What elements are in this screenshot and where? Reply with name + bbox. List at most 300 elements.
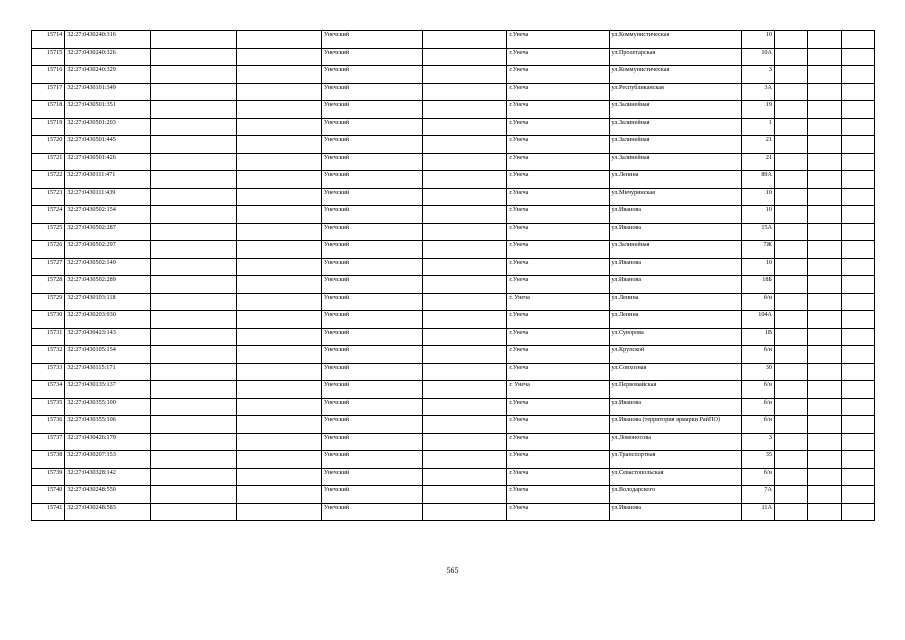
empty-cell [808, 171, 841, 189]
street-cell: ул.Ленина [609, 171, 741, 189]
district-cell: Унечский [321, 31, 422, 49]
empty-cell [808, 451, 841, 469]
house-number-cell: 21 [741, 153, 774, 171]
empty-cell [774, 258, 807, 276]
empty-cell [774, 363, 807, 381]
empty-cell [237, 276, 321, 294]
row-number-cell: 15720 [32, 136, 65, 154]
district-cell: Унечский [321, 451, 422, 469]
house-number-cell: 7Ж [741, 241, 774, 259]
empty-cell [237, 293, 321, 311]
empty-cell [841, 276, 874, 294]
empty-cell [150, 223, 237, 241]
empty-cell [237, 66, 321, 84]
empty-cell [150, 83, 237, 101]
row-number-cell: 15741 [32, 503, 65, 521]
district-cell: Унечский [321, 136, 422, 154]
street-cell: ул.Залинейная [609, 153, 741, 171]
table-row [32, 311, 875, 329]
cadastral-number-cell: 32:27:0430355:100 [65, 398, 151, 416]
cadastral-number-cell: 32:27:0430101:349 [65, 83, 151, 101]
empty-cell [150, 136, 237, 154]
empty-cell [422, 451, 506, 469]
cadastral-number-cell: 32:27:0430240:326 [65, 48, 151, 66]
city-cell: г.Унеча [507, 153, 609, 171]
street-cell: ул.Иванова [609, 276, 741, 294]
empty-cell [422, 258, 506, 276]
empty-cell [808, 328, 841, 346]
district-cell: Унечский [321, 276, 422, 294]
row-number-cell: 15725 [32, 223, 65, 241]
empty-cell [150, 398, 237, 416]
empty-cell [808, 118, 841, 136]
empty-cell [237, 451, 321, 469]
empty-cell [841, 136, 874, 154]
cadastral-number-cell: 32:27:0430203:930 [65, 311, 151, 329]
empty-cell [237, 258, 321, 276]
house-number-cell: б/н [741, 398, 774, 416]
row-number-cell: 15727 [32, 258, 65, 276]
row-number-cell: 15715 [32, 48, 65, 66]
empty-cell [422, 503, 506, 521]
table-row [32, 503, 875, 521]
empty-cell [237, 468, 321, 486]
empty-cell [237, 136, 321, 154]
city-cell: г.Унеча [507, 416, 609, 434]
empty-cell [237, 171, 321, 189]
street-cell: ул.Пролетарская [609, 48, 741, 66]
empty-cell [150, 381, 237, 399]
row-number-cell: 15718 [32, 101, 65, 119]
city-cell: г.Унеча [507, 258, 609, 276]
cadastral-number-cell: 32:27:0430105:154 [65, 346, 151, 364]
house-number-cell: 15А [741, 223, 774, 241]
row-number-cell: 15735 [32, 398, 65, 416]
empty-cell [774, 503, 807, 521]
empty-cell [841, 101, 874, 119]
street-cell: ул.Коммунистическая [609, 31, 741, 49]
cadastral-number-cell: 32:27:0430502:149 [65, 258, 151, 276]
city-cell: г.Унеча [507, 451, 609, 469]
empty-cell [841, 48, 874, 66]
cadastral-number-cell: 32:27:0430426:179 [65, 433, 151, 451]
house-number-cell: б/н [741, 416, 774, 434]
district-cell: Унечский [321, 223, 422, 241]
district-cell: Унечский [321, 83, 422, 101]
city-cell: г.Унеча [507, 346, 609, 364]
empty-cell [150, 276, 237, 294]
empty-cell [841, 346, 874, 364]
cadastral-number-cell: 32:27:0430502:289 [65, 276, 151, 294]
house-number-cell: 3А [741, 83, 774, 101]
empty-cell [774, 101, 807, 119]
row-number-cell: 15724 [32, 206, 65, 224]
city-cell: г.Унеча [507, 136, 609, 154]
empty-cell [150, 31, 237, 49]
empty-cell [808, 101, 841, 119]
table-row [32, 241, 875, 259]
city-cell: г. Унеча [507, 293, 609, 311]
table-row [32, 188, 875, 206]
district-cell: Унечский [321, 188, 422, 206]
empty-cell [237, 153, 321, 171]
empty-cell [150, 311, 237, 329]
empty-cell [422, 398, 506, 416]
empty-cell [150, 66, 237, 84]
city-cell: г.Унеча [507, 276, 609, 294]
empty-cell [774, 66, 807, 84]
district-cell: Унечский [321, 416, 422, 434]
empty-cell [808, 258, 841, 276]
empty-cell [150, 468, 237, 486]
street-cell: ул.Совхозная [609, 363, 741, 381]
cadastral-number-cell: 32:27:0430328:142 [65, 468, 151, 486]
house-number-cell: 1В [741, 328, 774, 346]
table-row [32, 451, 875, 469]
city-cell: г.Унеча [507, 486, 609, 504]
empty-cell [808, 48, 841, 66]
district-cell: Унечский [321, 311, 422, 329]
empty-cell [150, 153, 237, 171]
empty-cell [841, 433, 874, 451]
empty-cell [774, 311, 807, 329]
street-cell: ул.Залинейная [609, 136, 741, 154]
table-row [32, 118, 875, 136]
house-number-cell: б/н [741, 381, 774, 399]
empty-cell [808, 206, 841, 224]
table-row [32, 31, 875, 49]
empty-cell [808, 66, 841, 84]
empty-cell [422, 311, 506, 329]
empty-cell [237, 118, 321, 136]
empty-cell [237, 101, 321, 119]
empty-cell [841, 381, 874, 399]
row-number-cell: 15730 [32, 311, 65, 329]
city-cell: г.Унеча [507, 48, 609, 66]
empty-cell [808, 293, 841, 311]
table-row [32, 48, 875, 66]
empty-cell [150, 451, 237, 469]
row-number-cell: 15723 [32, 188, 65, 206]
page-number: 565 [446, 566, 459, 575]
street-cell: ул.Залинейная [609, 118, 741, 136]
row-number-cell: 15740 [32, 486, 65, 504]
street-cell: ул.Залинейная [609, 101, 741, 119]
city-cell: г.Унеча [507, 223, 609, 241]
empty-cell [237, 381, 321, 399]
empty-cell [150, 486, 237, 504]
house-number-cell: 19 [741, 101, 774, 119]
empty-cell [808, 153, 841, 171]
empty-cell [237, 503, 321, 521]
empty-cell [237, 241, 321, 259]
city-cell: г.Унеча [507, 398, 609, 416]
row-number-cell: 15714 [32, 31, 65, 49]
empty-cell [774, 153, 807, 171]
empty-cell [422, 118, 506, 136]
table-body [32, 31, 875, 521]
empty-cell [150, 118, 237, 136]
district-cell: Унечский [321, 206, 422, 224]
empty-cell [422, 31, 506, 49]
empty-cell [150, 171, 237, 189]
empty-cell [774, 118, 807, 136]
table-row [32, 346, 875, 364]
empty-cell [808, 486, 841, 504]
table-row [32, 328, 875, 346]
row-number-cell: 15734 [32, 381, 65, 399]
house-number-cell: 10А [741, 48, 774, 66]
table-row [32, 433, 875, 451]
street-cell: ул.Транспортная [609, 451, 741, 469]
district-cell: Унечский [321, 241, 422, 259]
empty-cell [808, 416, 841, 434]
empty-cell [774, 486, 807, 504]
empty-cell [808, 136, 841, 154]
empty-cell [422, 433, 506, 451]
table-row [32, 136, 875, 154]
city-cell: г.Унеча [507, 241, 609, 259]
district-cell: Унечский [321, 363, 422, 381]
house-number-cell: 10 [741, 206, 774, 224]
cadastral-number-cell: 32:27:0430240:329 [65, 66, 151, 84]
city-cell: г.Унеча [507, 468, 609, 486]
row-number-cell: 15716 [32, 66, 65, 84]
empty-cell [150, 241, 237, 259]
empty-cell [422, 486, 506, 504]
table-row [32, 398, 875, 416]
table-row [32, 276, 875, 294]
district-cell: Унечский [321, 503, 422, 521]
table-row [32, 101, 875, 119]
empty-cell [422, 293, 506, 311]
empty-cell [774, 206, 807, 224]
city-cell: г.Унеча [507, 171, 609, 189]
district-cell: Унечский [321, 293, 422, 311]
empty-cell [150, 328, 237, 346]
empty-cell [774, 171, 807, 189]
empty-cell [774, 381, 807, 399]
table-row [32, 416, 875, 434]
row-number-cell: 15722 [32, 171, 65, 189]
empty-cell [841, 66, 874, 84]
empty-cell [422, 48, 506, 66]
empty-cell [774, 83, 807, 101]
empty-cell [841, 188, 874, 206]
city-cell: г.Унеча [507, 206, 609, 224]
house-number-cell: 10 [741, 31, 774, 49]
empty-cell [422, 188, 506, 206]
cadastral-number-cell: 32:27:0430111:439 [65, 188, 151, 206]
city-cell: г. Унеча [507, 381, 609, 399]
street-cell: ул.Первомайская [609, 381, 741, 399]
house-number-cell: 10 [741, 258, 774, 276]
cadastral-number-cell: 32:27:0430502:287 [65, 223, 151, 241]
empty-cell [422, 101, 506, 119]
empty-cell [808, 31, 841, 49]
empty-cell [422, 346, 506, 364]
house-number-cell: 11А [741, 503, 774, 521]
empty-cell [422, 468, 506, 486]
empty-cell [422, 241, 506, 259]
cadastral-number-cell: 32:27:0430135:137 [65, 381, 151, 399]
empty-cell [808, 381, 841, 399]
empty-cell [422, 223, 506, 241]
empty-cell [422, 416, 506, 434]
empty-cell [841, 206, 874, 224]
empty-cell [841, 503, 874, 521]
street-cell: ул.Иванова [609, 398, 741, 416]
empty-cell [774, 276, 807, 294]
empty-cell [774, 48, 807, 66]
house-number-cell: 3 [741, 433, 774, 451]
district-cell: Унечский [321, 486, 422, 504]
district-cell: Унечский [321, 118, 422, 136]
cadastral-number-cell: 32:27:0430355:106 [65, 416, 151, 434]
district-cell: Унечский [321, 398, 422, 416]
empty-cell [774, 416, 807, 434]
register-table [31, 30, 875, 521]
street-cell: ул.Иванова [609, 206, 741, 224]
street-cell: ул.Ломоносова [609, 433, 741, 451]
house-number-cell: б/н [741, 468, 774, 486]
house-number-cell: 1 [741, 118, 774, 136]
empty-cell [422, 206, 506, 224]
street-cell: ул.Иванова [609, 503, 741, 521]
cadastral-number-cell: 32:27:0430103:118 [65, 293, 151, 311]
empty-cell [774, 468, 807, 486]
district-cell: Унечский [321, 101, 422, 119]
table-row [32, 258, 875, 276]
district-cell: Унечский [321, 433, 422, 451]
street-cell: ул.Суворова [609, 328, 741, 346]
street-cell: ул.Ленина [609, 293, 741, 311]
house-number-cell: 30 [741, 363, 774, 381]
house-number-cell: б/н [741, 293, 774, 311]
empty-cell [841, 223, 874, 241]
empty-cell [774, 31, 807, 49]
house-number-cell: 89А [741, 171, 774, 189]
street-cell: ул.Залинейная [609, 241, 741, 259]
empty-cell [150, 188, 237, 206]
street-cell: ул.Володарского [609, 486, 741, 504]
row-number-cell: 15728 [32, 276, 65, 294]
cadastral-number-cell: 32:27:0430248:550 [65, 486, 151, 504]
empty-cell [422, 66, 506, 84]
empty-cell [808, 468, 841, 486]
city-cell: г.Унеча [507, 188, 609, 206]
city-cell: г.Унеча [507, 363, 609, 381]
empty-cell [774, 223, 807, 241]
house-number-cell: 10 [741, 188, 774, 206]
table-row [32, 153, 875, 171]
cadastral-number-cell: 32:27:0430111:471 [65, 171, 151, 189]
house-number-cell: 7А [741, 486, 774, 504]
cadastral-number-cell: 32:27:0430115:171 [65, 363, 151, 381]
empty-cell [237, 31, 321, 49]
table-row [32, 66, 875, 84]
empty-cell [841, 83, 874, 101]
empty-cell [808, 433, 841, 451]
city-cell: г.Унеча [507, 311, 609, 329]
empty-cell [237, 83, 321, 101]
empty-cell [841, 153, 874, 171]
house-number-cell: 104А [741, 311, 774, 329]
table-row [32, 381, 875, 399]
empty-cell [841, 118, 874, 136]
empty-cell [150, 293, 237, 311]
row-number-cell: 15731 [32, 328, 65, 346]
cadastral-number-cell: 32:27:0430501:426 [65, 153, 151, 171]
empty-cell [841, 398, 874, 416]
house-number-cell: б/н [741, 346, 774, 364]
street-cell: ул.Иванова (территория ярмарки РайПО) [609, 416, 741, 434]
cadastral-number-cell: 32:27:0430207:153 [65, 451, 151, 469]
empty-cell [422, 171, 506, 189]
empty-cell [774, 293, 807, 311]
table-row [32, 171, 875, 189]
empty-cell [841, 328, 874, 346]
house-number-cell: 35 [741, 451, 774, 469]
empty-cell [150, 346, 237, 364]
cadastral-number-cell: 32:27:0430502:154 [65, 206, 151, 224]
empty-cell [774, 188, 807, 206]
empty-cell [841, 258, 874, 276]
row-number-cell: 15739 [32, 468, 65, 486]
row-number-cell: 15729 [32, 293, 65, 311]
empty-cell [237, 188, 321, 206]
row-number-cell: 15732 [32, 346, 65, 364]
street-cell: ул.Иванова [609, 223, 741, 241]
cadastral-number-cell: 32:27:0430240:316 [65, 31, 151, 49]
empty-cell [150, 416, 237, 434]
city-cell: г.Унеча [507, 66, 609, 84]
empty-cell [841, 31, 874, 49]
empty-cell [841, 451, 874, 469]
street-cell: ул.Мичуринская [609, 188, 741, 206]
empty-cell [237, 206, 321, 224]
empty-cell [237, 311, 321, 329]
empty-cell [237, 398, 321, 416]
street-cell: ул.Севастопольская [609, 468, 741, 486]
house-number-cell: 3 [741, 66, 774, 84]
empty-cell [150, 48, 237, 66]
street-cell: ул.Иванова [609, 258, 741, 276]
empty-cell [150, 433, 237, 451]
row-number-cell: 15717 [32, 83, 65, 101]
empty-cell [237, 433, 321, 451]
city-cell: г.Унеча [507, 118, 609, 136]
district-cell: Унечский [321, 258, 422, 276]
empty-cell [841, 486, 874, 504]
empty-cell [150, 503, 237, 521]
empty-cell [774, 136, 807, 154]
empty-cell [237, 346, 321, 364]
empty-cell [841, 416, 874, 434]
street-cell: ул.Коммунистическая [609, 66, 741, 84]
row-number-cell: 15733 [32, 363, 65, 381]
empty-cell [237, 486, 321, 504]
empty-cell [774, 451, 807, 469]
empty-cell [150, 101, 237, 119]
city-cell: г.Унеча [507, 101, 609, 119]
empty-cell [422, 328, 506, 346]
empty-cell [150, 363, 237, 381]
empty-cell [808, 503, 841, 521]
empty-cell [841, 468, 874, 486]
empty-cell [422, 83, 506, 101]
city-cell: г.Унеча [507, 328, 609, 346]
